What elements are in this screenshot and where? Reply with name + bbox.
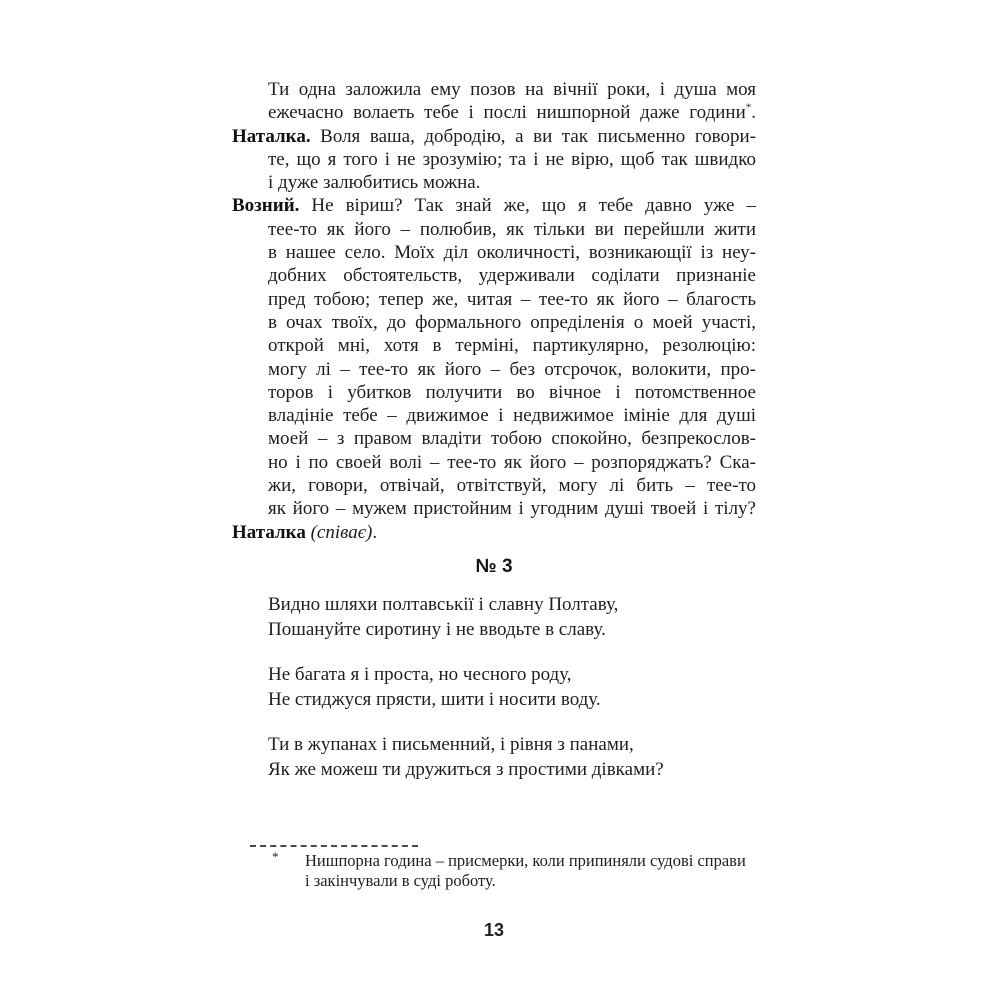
dialogue-line xyxy=(232,194,756,217)
dialogue-line: і дуже залюбитись можна. xyxy=(268,172,481,194)
song-couplet xyxy=(268,662,768,712)
footnote-block xyxy=(272,851,752,890)
dialogue-line: могу лі – тее-то як його – без отсрочок, волокити, про- xyxy=(268,358,756,380)
song-couplet xyxy=(268,592,768,642)
dialogue-line: тее-то як його – полюбив, як тільки ви перейшли жити xyxy=(268,218,756,240)
dialogue-line: те, що я того і не зрозумію; та і не вірю, щоб так швидко xyxy=(268,148,756,170)
dialogue-line: як його – мужем пристойним і угодним душі твоей і тілу? xyxy=(268,498,756,520)
dialogue-line: но і по своей волі – тее-то як його – розпоряджать? Ска- xyxy=(268,451,756,473)
dialogue-line xyxy=(232,101,756,124)
speaker-name: Наталка xyxy=(232,521,306,543)
footnote-line: Нишпорна година – присмерки, коли припиняли судові справи xyxy=(305,851,746,870)
dialogue-text: ежечасно волаеть тебе і послі нишпорной даже години xyxy=(268,102,746,124)
dialogue-line: в очах твоїх, до формального опреділенія о моей участі, xyxy=(268,311,756,333)
dialogue-line: пред тобою; тепер же, читая – тее-то як його – благость xyxy=(268,288,756,310)
dialogue-line: жи, говори, отвічай, отвітствуй, могу лі бить – тее-то xyxy=(268,475,756,497)
song-number-heading: № 3 xyxy=(475,556,513,577)
dialogue-line: добних обстоятельств, удерживали соділати признаніе xyxy=(268,265,756,287)
footnote-text xyxy=(305,851,752,890)
dialogue-line xyxy=(232,521,756,544)
song-line: Не стиджуся прясти, шити і носити воду. xyxy=(268,689,601,710)
dialogue-text: . xyxy=(751,102,756,124)
dialogue-line xyxy=(232,125,756,148)
dialogue-line: в нашее село. Моїх діл околичності, возникающії із неу- xyxy=(268,242,756,264)
song-line: Ти в жупанах і письменний, і рівня з панами, xyxy=(268,734,634,755)
footnote-line: і закінчували в суді роботу. xyxy=(305,870,496,890)
footnote-ref: * xyxy=(745,101,752,114)
dialogue-text: Не віриш? Так знай же, що я тебе давно уже – xyxy=(299,195,756,217)
speaker-name: Наталка. xyxy=(232,125,311,147)
dialogue-block xyxy=(232,78,756,544)
speaker-name: Возний. xyxy=(232,195,300,217)
dialogue-text: Воля ваша, добродію, а ви так письменно говори- xyxy=(310,125,756,147)
dialogue-line: владініе тебе – движимое і недвижимое імініе для душі xyxy=(268,405,756,427)
dialogue-text: . xyxy=(372,521,378,543)
stage-direction: (співає) xyxy=(305,521,373,543)
dialogue-line: моей – з правом владіти тобою спокойно, безпрекослов- xyxy=(268,428,756,450)
footnote-marker: * xyxy=(272,849,279,864)
dialogue-line: открой мні, хотя в терміні, партикулярно, резолюцію: xyxy=(268,335,756,357)
song-line: Як же можеш ти дружиться з простими дівками? xyxy=(268,759,664,780)
song-line: Не багата я і проста, но чесного роду, xyxy=(268,664,572,685)
song-block xyxy=(268,592,768,802)
dialogue-line: торов і убитков получити во вічное і потомственное xyxy=(268,381,756,403)
song-line: Пошануйте сиротину і не вводьте в славу. xyxy=(268,619,606,640)
footnote-divider xyxy=(250,845,418,847)
song-couplet xyxy=(268,732,768,782)
page-number: 13 xyxy=(483,920,505,940)
song-line: Видно шляхи полтавськії і славну Полтаву, xyxy=(268,594,619,615)
dialogue-line: Ти одна заложила ему позов на вічнії роки, і душа моя xyxy=(268,79,756,100)
